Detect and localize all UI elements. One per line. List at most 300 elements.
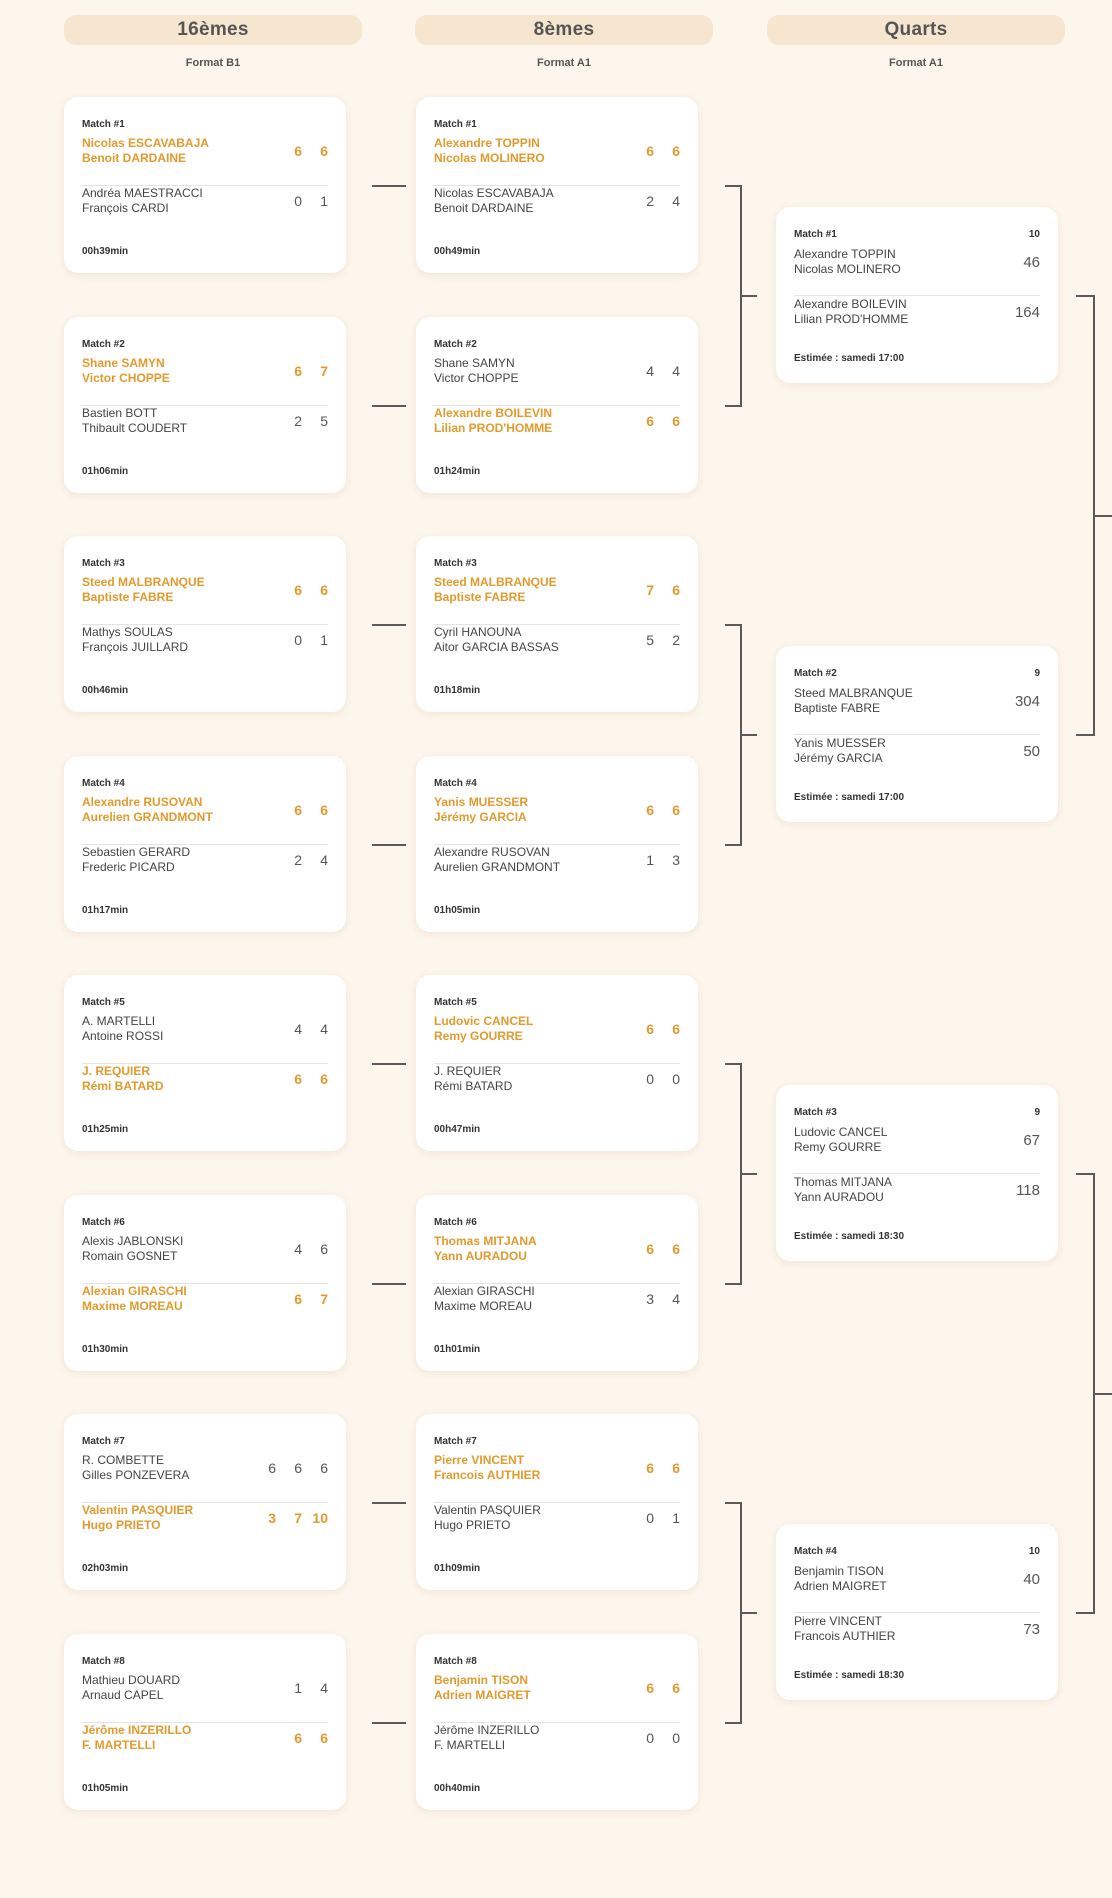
match-card[interactable] bbox=[416, 1634, 698, 1810]
player-name: Victor CHOPPE bbox=[82, 371, 170, 385]
player-name: Lilian PROD'HOMME bbox=[794, 312, 909, 326]
player-name: Frederic PICARD bbox=[82, 860, 175, 874]
player-name: Aitor GARCIA BASSAS bbox=[434, 640, 559, 654]
set-scores bbox=[276, 193, 328, 209]
team-row-winner[interactable] bbox=[82, 573, 328, 607]
player-name: Ludovic CANCEL bbox=[794, 1125, 888, 1139]
set-score: 6 bbox=[320, 802, 328, 818]
set-score: 1 bbox=[294, 1680, 302, 1696]
set-score: 2 bbox=[294, 413, 302, 429]
player-name: Alexian GIRASCHI bbox=[434, 1284, 535, 1298]
match-card[interactable] bbox=[64, 536, 346, 712]
match-title: Match #2 bbox=[434, 339, 477, 350]
bracket-connector bbox=[725, 405, 741, 407]
set-scores bbox=[628, 363, 680, 379]
team-row[interactable] bbox=[794, 734, 1040, 768]
match-card[interactable] bbox=[416, 1195, 698, 1371]
match-card[interactable] bbox=[416, 317, 698, 493]
match-duration: 02h03min bbox=[82, 1563, 129, 1574]
set-score: 5 bbox=[320, 413, 328, 429]
set-score: 4 bbox=[646, 363, 654, 379]
set-scores bbox=[276, 1730, 328, 1746]
player-name: Alexandre RUSOVAN bbox=[434, 845, 550, 859]
team-row[interactable] bbox=[794, 1123, 1040, 1157]
match-estimate: Estimée : samedi 17:00 bbox=[794, 792, 905, 803]
match-duration: 00h39min bbox=[82, 246, 129, 257]
set-score: 6 bbox=[320, 1241, 328, 1257]
player-name: Yanis MUESSER bbox=[794, 736, 886, 750]
set-score: 4 bbox=[320, 852, 328, 868]
match-title: Match #4 bbox=[82, 778, 125, 789]
set-scores bbox=[628, 1680, 680, 1696]
match-duration: 01h09min bbox=[434, 1563, 481, 1574]
set-score: 7 bbox=[320, 1291, 328, 1307]
round-header: Quarts bbox=[767, 15, 1065, 45]
player-name: Alexandre TOPPIN bbox=[794, 247, 896, 261]
set-score: 4 bbox=[672, 193, 680, 209]
team-ranking: 40 bbox=[1023, 1570, 1040, 1588]
set-scores bbox=[628, 1510, 680, 1526]
team-ranking: 67 bbox=[1023, 1131, 1040, 1149]
set-score: 0 bbox=[294, 193, 302, 209]
player-name: J. REQUIER bbox=[434, 1064, 502, 1078]
bracket-connector bbox=[1093, 1393, 1112, 1395]
set-score: 6 bbox=[320, 143, 328, 159]
set-scores bbox=[628, 1241, 680, 1257]
match-title: Match #3 bbox=[82, 558, 125, 569]
player-name: Arnaud CAPEL bbox=[82, 1688, 164, 1702]
player-name: Alexandre TOPPIN bbox=[434, 136, 540, 150]
team-ranking: 50 bbox=[1023, 742, 1040, 760]
team-row[interactable] bbox=[794, 1173, 1040, 1207]
set-score: 3 bbox=[672, 852, 680, 868]
player-name: Maxime MOREAU bbox=[434, 1299, 533, 1313]
player-name: Alexian GIRASCHI bbox=[82, 1284, 187, 1298]
player-name: Cyril HANOUNA bbox=[434, 625, 522, 639]
set-scores bbox=[628, 413, 680, 429]
team-players bbox=[82, 625, 276, 655]
team-players bbox=[434, 1673, 628, 1703]
team-players bbox=[794, 686, 1015, 716]
set-score: 2 bbox=[672, 632, 680, 648]
set-score: 6 bbox=[672, 802, 680, 818]
set-scores bbox=[628, 852, 680, 868]
team-players bbox=[434, 356, 628, 386]
team-players bbox=[794, 1125, 1023, 1155]
player-name: Rémi BATARD bbox=[434, 1079, 513, 1093]
match-card[interactable] bbox=[64, 1195, 346, 1371]
set-score: 6 bbox=[646, 1021, 654, 1037]
match-duration: 01h17min bbox=[82, 905, 129, 916]
player-name: Francois AUTHIER bbox=[794, 1629, 896, 1643]
player-name: Francois AUTHIER bbox=[434, 1468, 541, 1482]
set-score: 6 bbox=[320, 582, 328, 598]
match-card[interactable] bbox=[64, 97, 346, 273]
set-score: 6 bbox=[672, 582, 680, 598]
set-scores bbox=[276, 363, 328, 379]
team-row[interactable] bbox=[82, 1451, 328, 1485]
match-title: Match #8 bbox=[434, 1656, 477, 1667]
team-players bbox=[794, 1175, 1016, 1205]
player-name: Steed MALBRANQUE bbox=[434, 575, 557, 589]
set-score: 7 bbox=[294, 1510, 302, 1526]
player-name: Yanis MUESSER bbox=[434, 795, 529, 809]
player-name: Alexandre BOILEVIN bbox=[434, 406, 553, 420]
bracket-connector bbox=[1076, 295, 1094, 297]
match-card[interactable] bbox=[776, 1524, 1058, 1700]
team-row[interactable] bbox=[82, 404, 328, 438]
team-divider bbox=[794, 1612, 1040, 1613]
match-count: 9 bbox=[1034, 668, 1040, 679]
match-duration: 01h01min bbox=[434, 1344, 481, 1355]
bracket-connector bbox=[1093, 515, 1112, 517]
team-divider bbox=[82, 405, 328, 406]
team-players bbox=[82, 1503, 250, 1533]
team-row[interactable] bbox=[434, 1282, 680, 1316]
team-row[interactable] bbox=[434, 623, 680, 657]
match-estimate: Estimée : samedi 18:30 bbox=[794, 1231, 905, 1242]
player-name: Pierre VINCENT bbox=[434, 1453, 525, 1467]
player-name: Jérémy GARCIA bbox=[794, 751, 883, 765]
set-score: 6 bbox=[672, 1241, 680, 1257]
team-divider bbox=[434, 1722, 680, 1723]
bracket-connector bbox=[372, 1283, 406, 1285]
player-name: Baptiste FABRE bbox=[794, 701, 881, 715]
match-count: 10 bbox=[1028, 229, 1040, 240]
team-divider bbox=[434, 844, 680, 845]
set-scores bbox=[276, 802, 328, 818]
set-score: 2 bbox=[294, 852, 302, 868]
team-divider bbox=[434, 405, 680, 406]
match-title: Match #3 bbox=[794, 1107, 837, 1118]
set-score: 4 bbox=[294, 1241, 302, 1257]
team-row[interactable] bbox=[794, 245, 1040, 279]
team-players bbox=[434, 845, 628, 875]
set-scores bbox=[628, 1021, 680, 1037]
team-row-winner[interactable] bbox=[82, 134, 328, 168]
set-score: 6 bbox=[294, 1460, 302, 1476]
set-scores bbox=[276, 143, 328, 159]
set-score: 6 bbox=[646, 1460, 654, 1476]
match-title: Match #7 bbox=[434, 1436, 477, 1447]
match-card[interactable] bbox=[416, 975, 698, 1151]
bracket-connector bbox=[725, 1283, 741, 1285]
player-name: Bastien BOTT bbox=[82, 406, 158, 420]
match-card[interactable] bbox=[416, 1414, 698, 1590]
match-estimate: Estimée : samedi 17:00 bbox=[794, 353, 905, 364]
round-format: Format A1 bbox=[889, 57, 943, 69]
match-duration: 01h30min bbox=[82, 1344, 129, 1355]
match-title: Match #1 bbox=[82, 119, 125, 130]
team-row[interactable] bbox=[82, 623, 328, 657]
set-score: 1 bbox=[672, 1510, 680, 1526]
round-header: 16èmes bbox=[64, 15, 362, 45]
set-score: 3 bbox=[646, 1291, 654, 1307]
set-score: 0 bbox=[672, 1071, 680, 1087]
match-card[interactable] bbox=[64, 975, 346, 1151]
match-card[interactable] bbox=[64, 317, 346, 493]
set-score: 6 bbox=[646, 1680, 654, 1696]
team-row-winner[interactable] bbox=[434, 404, 680, 438]
team-row[interactable] bbox=[434, 843, 680, 877]
set-score: 7 bbox=[646, 582, 654, 598]
match-duration: 00h40min bbox=[434, 1783, 481, 1794]
team-row[interactable] bbox=[434, 354, 680, 388]
bracket-connector bbox=[372, 1502, 406, 1504]
match-title: Match #1 bbox=[434, 119, 477, 130]
set-score: 1 bbox=[320, 193, 328, 209]
match-card[interactable] bbox=[776, 1085, 1058, 1261]
team-players bbox=[794, 1614, 1023, 1644]
team-players bbox=[794, 736, 1023, 766]
set-scores bbox=[628, 1291, 680, 1307]
team-players bbox=[434, 186, 628, 216]
team-row[interactable] bbox=[434, 1721, 680, 1755]
match-estimate: Estimée : samedi 18:30 bbox=[794, 1670, 905, 1681]
player-name: François JUILLARD bbox=[82, 640, 189, 654]
player-name: Maxime MOREAU bbox=[82, 1299, 183, 1313]
match-card[interactable] bbox=[416, 97, 698, 273]
bracket-connector bbox=[372, 185, 406, 187]
set-scores bbox=[276, 1071, 328, 1087]
team-row[interactable] bbox=[82, 843, 328, 877]
match-duration: 01h06min bbox=[82, 466, 129, 477]
set-score: 7 bbox=[320, 363, 328, 379]
set-score: 3 bbox=[268, 1510, 276, 1526]
team-row[interactable] bbox=[794, 684, 1040, 718]
match-card[interactable] bbox=[416, 756, 698, 932]
set-scores bbox=[628, 193, 680, 209]
team-ranking: 304 bbox=[1014, 692, 1040, 710]
set-score: 6 bbox=[646, 802, 654, 818]
team-players bbox=[82, 356, 276, 386]
match-card[interactable] bbox=[416, 536, 698, 712]
team-ranking: 164 bbox=[1014, 303, 1040, 321]
set-scores bbox=[628, 1730, 680, 1746]
team-row[interactable] bbox=[82, 184, 328, 218]
team-row[interactable] bbox=[434, 1501, 680, 1535]
set-scores bbox=[250, 1460, 328, 1476]
bracket-connector bbox=[372, 624, 406, 626]
match-card[interactable] bbox=[64, 1634, 346, 1810]
team-divider bbox=[82, 844, 328, 845]
team-players bbox=[434, 1503, 628, 1533]
team-players bbox=[434, 1453, 628, 1483]
player-name: Hugo PRIETO bbox=[434, 1518, 511, 1532]
team-row[interactable] bbox=[82, 1012, 328, 1046]
team-divider bbox=[82, 624, 328, 625]
set-score: 6 bbox=[294, 363, 302, 379]
team-row-winner[interactable] bbox=[434, 1671, 680, 1705]
player-name: Yann AURADOU bbox=[794, 1190, 884, 1204]
bracket-connector bbox=[725, 1722, 741, 1724]
team-divider bbox=[434, 185, 680, 186]
set-score: 6 bbox=[268, 1460, 276, 1476]
match-title: Match #2 bbox=[82, 339, 125, 350]
team-players bbox=[82, 1284, 276, 1314]
team-row[interactable] bbox=[794, 1612, 1040, 1646]
team-players bbox=[434, 136, 628, 166]
team-players bbox=[794, 247, 1023, 277]
set-score: 0 bbox=[646, 1071, 654, 1087]
player-name: Mathys SOULAS bbox=[82, 625, 173, 639]
set-score: 6 bbox=[646, 143, 654, 159]
team-players bbox=[434, 1234, 628, 1264]
team-row-winner[interactable] bbox=[434, 1451, 680, 1485]
team-row-winner[interactable] bbox=[82, 1721, 328, 1755]
team-players bbox=[434, 1014, 628, 1044]
player-name: A. MARTELLI bbox=[82, 1014, 156, 1028]
bracket-connector bbox=[372, 405, 406, 407]
set-score: 6 bbox=[672, 1680, 680, 1696]
set-score: 1 bbox=[320, 632, 328, 648]
player-name: Gilles PONZEVERA bbox=[82, 1468, 190, 1482]
player-name: R. COMBETTE bbox=[82, 1453, 165, 1467]
team-players bbox=[434, 1723, 628, 1753]
match-title: Match #2 bbox=[794, 668, 837, 679]
team-players bbox=[794, 1564, 1023, 1594]
player-name: J. REQUIER bbox=[82, 1064, 151, 1078]
team-ranking: 46 bbox=[1023, 253, 1040, 271]
team-divider bbox=[434, 1283, 680, 1284]
set-score: 6 bbox=[294, 582, 302, 598]
match-title: Match #5 bbox=[434, 997, 477, 1008]
match-title: Match #7 bbox=[82, 1436, 125, 1447]
player-name: Ludovic CANCEL bbox=[434, 1014, 534, 1028]
team-row[interactable] bbox=[794, 295, 1040, 329]
player-name: Aurelien GRANDMONT bbox=[82, 810, 213, 824]
team-row-winner[interactable] bbox=[82, 1062, 328, 1096]
round-format: Format B1 bbox=[185, 57, 241, 69]
bracket-connector bbox=[725, 624, 741, 626]
player-name: Adrien MAIGRET bbox=[434, 1688, 531, 1702]
player-name: Baptiste FABRE bbox=[434, 590, 526, 604]
set-scores bbox=[276, 582, 328, 598]
set-score: 4 bbox=[672, 363, 680, 379]
player-name: Lilian PROD'HOMME bbox=[434, 421, 553, 435]
set-score: 0 bbox=[646, 1730, 654, 1746]
team-divider bbox=[82, 1722, 328, 1723]
player-name: Alexandre RUSOVAN bbox=[82, 795, 203, 809]
team-players bbox=[82, 575, 276, 605]
team-players bbox=[82, 406, 276, 436]
set-score: 1 bbox=[646, 852, 654, 868]
team-row-winner[interactable] bbox=[434, 573, 680, 607]
team-divider bbox=[434, 1502, 680, 1503]
team-row[interactable] bbox=[82, 1232, 328, 1266]
bracket-connector bbox=[372, 1063, 406, 1065]
set-score: 0 bbox=[294, 632, 302, 648]
player-name: Remy GOURRE bbox=[794, 1140, 882, 1154]
team-divider bbox=[82, 1283, 328, 1284]
set-scores bbox=[628, 582, 680, 598]
bracket-connector bbox=[740, 734, 757, 736]
set-scores bbox=[276, 852, 328, 868]
player-name: Mathieu DOUARD bbox=[82, 1673, 181, 1687]
team-players bbox=[82, 795, 276, 825]
player-name: Alexis JABLONSKI bbox=[82, 1234, 184, 1248]
set-scores bbox=[276, 1680, 328, 1696]
player-name: Hugo PRIETO bbox=[82, 1518, 161, 1532]
bracket-connector bbox=[372, 844, 406, 846]
match-title: Match #5 bbox=[82, 997, 125, 1008]
match-card[interactable] bbox=[64, 1414, 346, 1590]
player-name: Alexandre BOILEVIN bbox=[794, 297, 907, 311]
team-ranking: 118 bbox=[1016, 1181, 1040, 1199]
player-name: Nicolas ESCAVABAJA bbox=[434, 186, 554, 200]
team-row-winner[interactable] bbox=[434, 793, 680, 827]
team-row-winner[interactable] bbox=[434, 1232, 680, 1266]
team-row-winner[interactable] bbox=[434, 134, 680, 168]
match-count: 9 bbox=[1034, 1107, 1040, 1118]
team-players bbox=[82, 1234, 276, 1264]
player-name: Pierre VINCENT bbox=[794, 1614, 883, 1628]
bracket-connector bbox=[725, 1502, 741, 1504]
set-score: 6 bbox=[294, 1730, 302, 1746]
team-players bbox=[82, 1453, 250, 1483]
player-name: Jérôme INZERILLO bbox=[82, 1723, 192, 1737]
team-row[interactable] bbox=[82, 1671, 328, 1705]
match-title: Match #3 bbox=[434, 558, 477, 569]
team-players bbox=[82, 1673, 276, 1703]
set-score: 0 bbox=[672, 1730, 680, 1746]
bracket-connector bbox=[740, 1612, 757, 1614]
set-score: 6 bbox=[646, 413, 654, 429]
team-row-winner[interactable] bbox=[82, 1282, 328, 1316]
bracket-connector bbox=[372, 1722, 406, 1724]
player-name: Valentin PASQUIER bbox=[82, 1503, 194, 1517]
player-name: Nicolas MOLINERO bbox=[434, 151, 545, 165]
player-name: Adrien MAIGRET bbox=[794, 1579, 887, 1593]
team-players bbox=[434, 575, 628, 605]
set-score: 6 bbox=[294, 143, 302, 159]
set-score: 6 bbox=[294, 1291, 302, 1307]
set-scores bbox=[276, 1291, 328, 1307]
team-players bbox=[434, 795, 628, 825]
team-row[interactable] bbox=[794, 1562, 1040, 1596]
player-name: Thomas MITJANA bbox=[794, 1175, 893, 1189]
round-header: 8èmes bbox=[415, 15, 713, 45]
bracket-connector bbox=[725, 844, 741, 846]
player-name: F. MARTELLI bbox=[434, 1738, 506, 1752]
team-row[interactable] bbox=[434, 184, 680, 218]
player-name: Jérémy GARCIA bbox=[434, 810, 527, 824]
player-name: Baptiste FABRE bbox=[82, 590, 174, 604]
team-row[interactable] bbox=[434, 1062, 680, 1096]
match-duration: 01h24min bbox=[434, 466, 481, 477]
player-name: Thomas MITJANA bbox=[434, 1234, 537, 1248]
team-divider bbox=[434, 624, 680, 625]
match-title: Match #1 bbox=[794, 229, 837, 240]
match-card[interactable] bbox=[776, 646, 1058, 822]
team-divider bbox=[794, 1173, 1040, 1174]
team-row-winner[interactable] bbox=[434, 1012, 680, 1046]
team-row-winner[interactable] bbox=[82, 1501, 328, 1535]
player-name: Antoine ROSSI bbox=[82, 1029, 164, 1043]
set-score: 6 bbox=[294, 1071, 302, 1087]
team-players bbox=[794, 297, 1015, 327]
team-players bbox=[434, 1064, 628, 1094]
player-name: Nicolas MOLINERO bbox=[794, 262, 901, 276]
team-row-winner[interactable] bbox=[82, 354, 328, 388]
match-card[interactable] bbox=[776, 207, 1058, 383]
match-duration: 00h46min bbox=[82, 685, 129, 696]
match-card[interactable] bbox=[64, 756, 346, 932]
bracket-connector bbox=[1076, 1612, 1094, 1614]
team-row-winner[interactable] bbox=[82, 793, 328, 827]
player-name: Benjamin TISON bbox=[794, 1564, 884, 1578]
bracket-connector bbox=[725, 185, 741, 187]
